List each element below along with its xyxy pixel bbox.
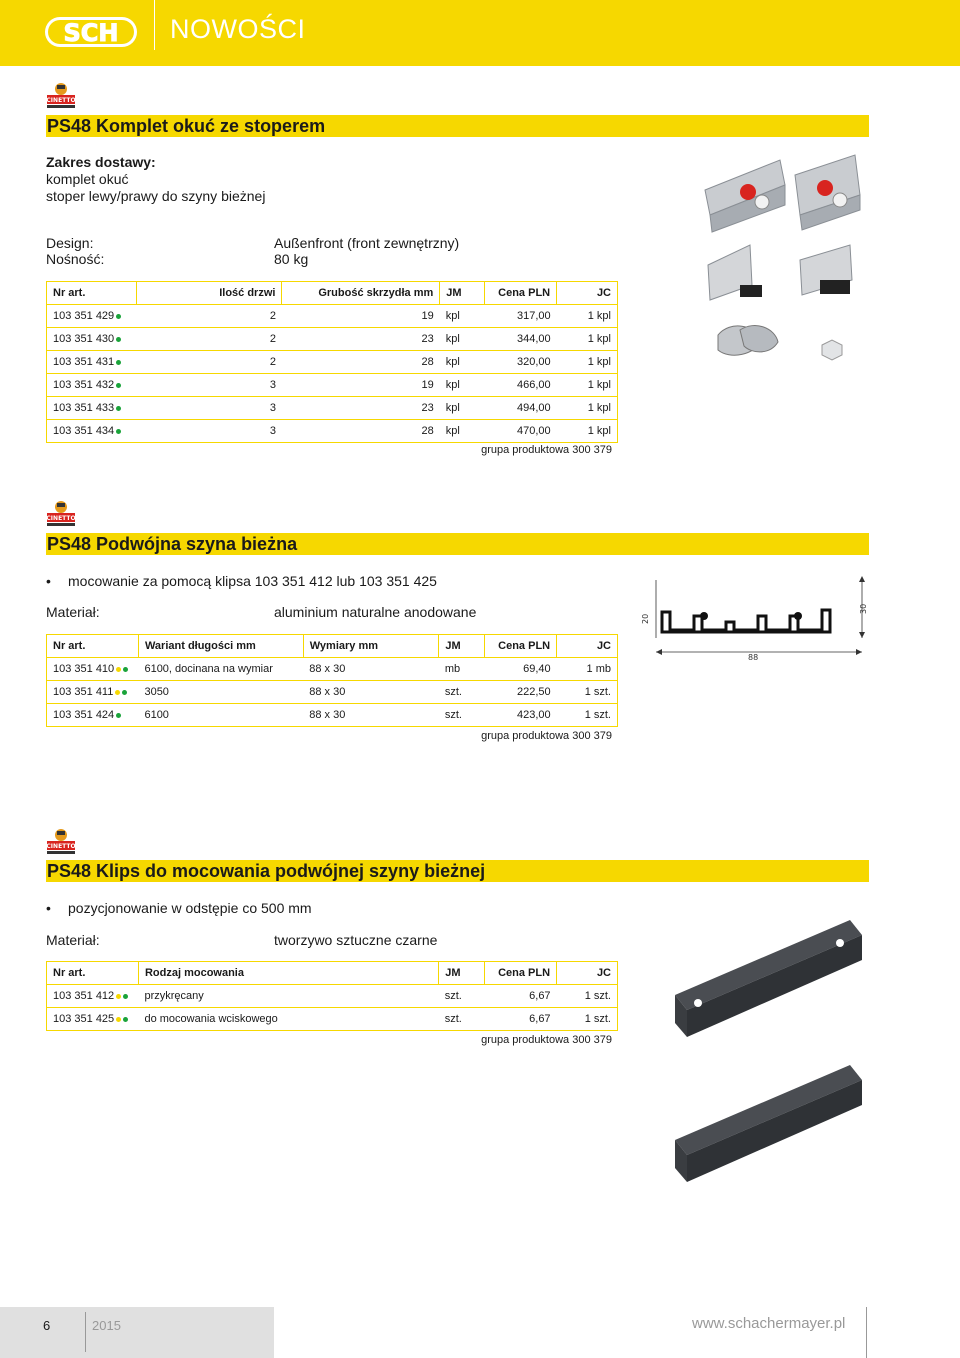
product-group: grupa produktowa 300 379 [481, 730, 612, 742]
cell: 320,00 [485, 351, 557, 374]
cell: 2 [136, 351, 282, 374]
table-header-row [47, 282, 618, 305]
delivery-label: Zakres dostawy: [46, 154, 156, 170]
cell: 88 x 30 [303, 704, 439, 727]
col-header: Cena PLN [485, 635, 557, 658]
cell: 1 kpl [557, 374, 618, 397]
availability-dot-icon [116, 360, 121, 365]
cell: 1 kpl [557, 351, 618, 374]
availability-dot-icon [116, 429, 121, 434]
col-header: JC [557, 962, 618, 985]
col-header: JM [440, 282, 485, 305]
cell: 3 [136, 374, 282, 397]
page-number: 6 [43, 1318, 51, 1333]
section-title-set: PS48 Komplet okuć ze stoperem [46, 115, 869, 137]
table-row [47, 658, 618, 681]
cell: 1 kpl [557, 420, 618, 443]
cell: przykręcany [138, 985, 438, 1008]
cell: do mocowania wciskowego [138, 1008, 438, 1031]
cell: 423,00 [485, 704, 557, 727]
design-value: Außenfront (front zewnętrzny) [274, 235, 460, 251]
cell: szt. [439, 681, 485, 704]
cell: szt. [439, 1008, 485, 1031]
cell: kpl [440, 351, 485, 374]
col-header: Rodzaj mocowania [138, 962, 438, 985]
col-header: Cena PLN [485, 282, 557, 305]
col-header: JM [439, 962, 485, 985]
col-header: JC [557, 282, 618, 305]
cell: szt. [439, 704, 485, 727]
cell: 470,00 [485, 420, 557, 443]
cell: 222,50 [485, 681, 557, 704]
cell: 69,40 [485, 658, 557, 681]
product-group: grupa produktowa 300 379 [481, 1034, 612, 1046]
availability-dot-icon [116, 337, 121, 342]
col-header: Wariant długości mm [138, 635, 303, 658]
load-label: Nośność: [46, 251, 105, 267]
article-number: 103 351 410 [53, 663, 115, 675]
website-link[interactable]: www.schachermayer.pl [692, 1315, 846, 1332]
cell: mb [439, 658, 485, 681]
cell: 1 szt. [557, 1008, 618, 1031]
footer-bar [0, 1307, 274, 1358]
dim-height-20: 20 [641, 613, 650, 624]
svg-text:CINETTO: CINETTO [46, 97, 76, 104]
article-number: 103 351 434 [53, 425, 115, 437]
col-header: Wymiary mm [303, 635, 439, 658]
article-number: 103 351 429 [53, 310, 115, 322]
table-row [47, 704, 618, 727]
col-header: JM [439, 635, 485, 658]
table-row [47, 305, 618, 328]
col-header: Grubość skrzydła mm [282, 282, 440, 305]
availability-dot-icon [116, 314, 121, 319]
cell: 1 szt. [557, 704, 618, 727]
product-group: grupa produktowa 300 379 [481, 444, 612, 456]
material-value: tworzywo sztuczne czarne [274, 932, 438, 948]
cell: kpl [440, 374, 485, 397]
availability-dot-icon [123, 1017, 128, 1022]
availability-dot-icon [123, 667, 128, 672]
cell: 1 szt. [557, 985, 618, 1008]
col-header: Nr art. [47, 635, 139, 658]
cell: kpl [440, 397, 485, 420]
dim-width-88: 88 [748, 653, 759, 662]
cell: 6100 [138, 704, 303, 727]
delivery-line: stoper lewy/prawy do szyny bieżnej [46, 188, 266, 204]
feature-bullet: • pozycjonowanie w odstępie co 500 mm [68, 900, 312, 916]
footer-divider [866, 1307, 867, 1358]
dim-height-30: 30 [859, 603, 868, 614]
article-number: 103 351 430 [53, 333, 115, 345]
material-value: aluminium naturalne anodowane [274, 604, 477, 620]
table-row [47, 985, 618, 1008]
col-header: JC [557, 635, 618, 658]
availability-dot-icon [123, 994, 128, 999]
availability-dot-icon [116, 383, 121, 388]
fitting-set-image [700, 150, 875, 390]
cell: 2 [136, 328, 282, 351]
page-header [0, 0, 960, 66]
col-header: Ilość drzwi [136, 282, 282, 305]
header-divider [154, 0, 155, 50]
cell: 1 mb [557, 658, 618, 681]
cell: 466,00 [485, 374, 557, 397]
article-number: 103 351 425 [53, 1013, 115, 1025]
cell: 3 [136, 397, 282, 420]
rail-profile-drawing [636, 572, 872, 662]
availability-dot-icon [115, 690, 120, 695]
cell: 6,67 [485, 985, 557, 1008]
load-value: 80 kg [274, 251, 309, 267]
cell: 23 [282, 328, 440, 351]
cinetto-badge-icon [46, 80, 76, 110]
feature-bullet: • mocowanie za pomocą klipsa 103 351 412 lub 103 351 425 [68, 573, 437, 589]
cell: kpl [440, 305, 485, 328]
product-table-clip [46, 961, 618, 1031]
page-title: NOWOŚCI [170, 14, 306, 44]
article-number: 103 351 433 [53, 402, 115, 414]
cell: 3050 [138, 681, 303, 704]
cell: 28 [282, 420, 440, 443]
availability-dot-icon [122, 690, 127, 695]
table-header-row [47, 635, 618, 658]
article-number: 103 351 412 [53, 990, 115, 1002]
article-number: 103 351 432 [53, 379, 115, 391]
table-row [47, 420, 618, 443]
cell: kpl [440, 420, 485, 443]
cell: 19 [282, 374, 440, 397]
section-title-clip: PS48 Klips do mocowania podwójnej szyny bieżnej [46, 860, 869, 882]
cell: 28 [282, 351, 440, 374]
table-row [47, 374, 618, 397]
material-label: Materiał: [46, 932, 100, 948]
article-number: 103 351 411 [53, 686, 114, 698]
sch-logo [44, 14, 138, 50]
cell: 1 kpl [557, 305, 618, 328]
table-row [47, 681, 618, 704]
svg-text:CINETTO: CINETTO [46, 515, 76, 522]
product-table-rail [46, 634, 618, 727]
cell: 344,00 [485, 328, 557, 351]
col-header: Nr art. [47, 962, 139, 985]
table-row [47, 328, 618, 351]
cell: 317,00 [485, 305, 557, 328]
col-header: Nr art. [47, 282, 137, 305]
clip-product-image [670, 915, 870, 1205]
cell: 2 [136, 305, 282, 328]
design-label: Design: [46, 235, 94, 251]
svg-text:SCH: SCH [63, 19, 119, 47]
cell: 88 x 30 [303, 681, 439, 704]
cell: kpl [440, 328, 485, 351]
svg-text:CINETTO: CINETTO [46, 843, 76, 850]
cell: 19 [282, 305, 440, 328]
table-row [47, 397, 618, 420]
article-number: 103 351 424 [53, 709, 115, 721]
availability-dot-icon [116, 713, 121, 718]
cell: 1 kpl [557, 397, 618, 420]
section-title-rail: PS48 Podwójna szyna bieżna [46, 533, 869, 555]
table-header-row [47, 962, 618, 985]
table-row [47, 1008, 618, 1031]
cell: 23 [282, 397, 440, 420]
cinetto-badge-icon [46, 498, 76, 528]
cell: 6100, docinana na wymiar [138, 658, 303, 681]
cell: 88 x 30 [303, 658, 439, 681]
availability-dot-icon [116, 1017, 121, 1022]
article-number: 103 351 431 [53, 356, 115, 368]
product-table-set [46, 281, 618, 443]
availability-dot-icon [116, 406, 121, 411]
availability-dot-icon [116, 994, 121, 999]
cell: 1 szt. [557, 681, 618, 704]
cell: 3 [136, 420, 282, 443]
footer-divider [85, 1312, 86, 1352]
cinetto-badge-icon [46, 826, 76, 856]
col-header: Cena PLN [485, 962, 557, 985]
cell: szt. [439, 985, 485, 1008]
cell: 6,67 [485, 1008, 557, 1031]
availability-dot-icon [116, 667, 121, 672]
footer-year: 2015 [92, 1318, 121, 1333]
cell: 494,00 [485, 397, 557, 420]
cell: 1 kpl [557, 328, 618, 351]
delivery-line: komplet okuć [46, 171, 129, 187]
material-label: Materiał: [46, 604, 100, 620]
table-row [47, 351, 618, 374]
